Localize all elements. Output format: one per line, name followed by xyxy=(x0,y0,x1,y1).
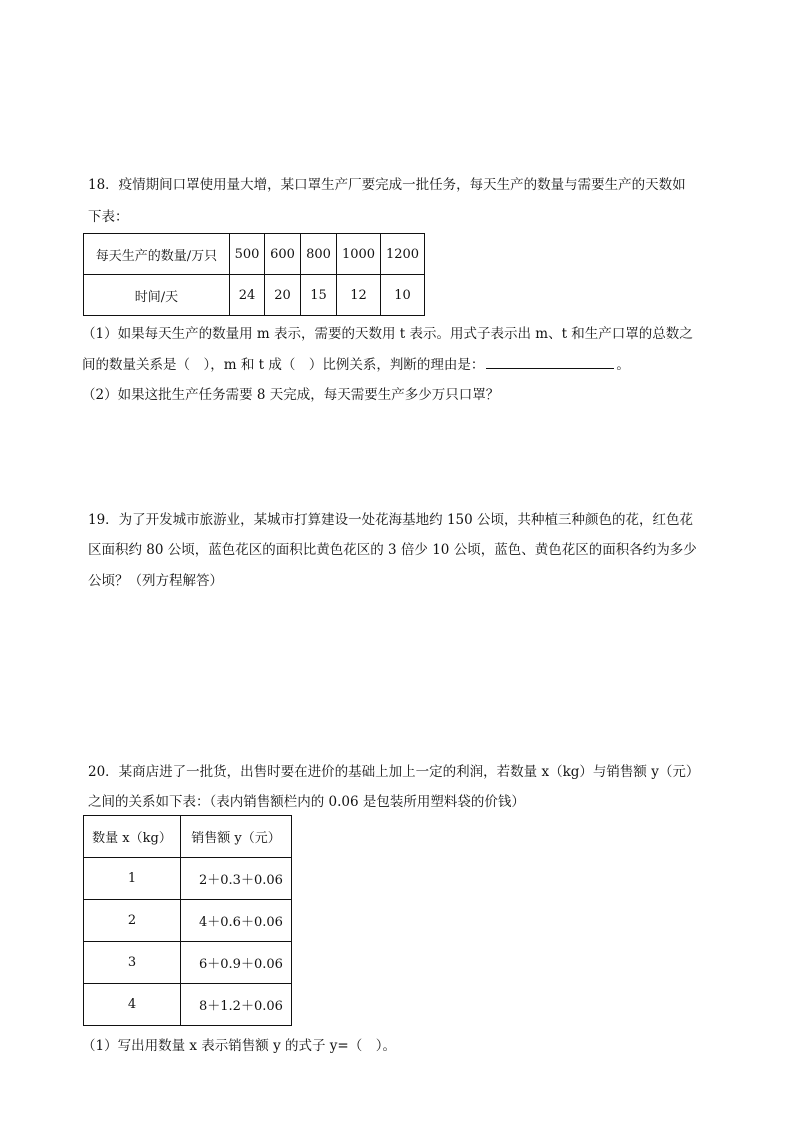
table-cell: 1 xyxy=(84,858,181,900)
table-cell: 12 xyxy=(337,275,381,316)
q19-line3: 公顷？（列方程解答） xyxy=(88,573,223,589)
table-row xyxy=(84,942,292,984)
q20-part1: （1）写出用数量 x 表示销售额 y 的式子 y=（ ）。 xyxy=(82,1038,396,1054)
q18-part1-end: 。 xyxy=(616,357,630,373)
table-cell: 4 xyxy=(84,984,181,1026)
q20-line2: 之间的关系如下表：（表内销售额栏内的 0.06 是包装所用塑料袋的价钱） xyxy=(88,794,525,810)
table-cell: 8＋1.2＋0.06 xyxy=(181,984,292,1026)
table-cell: 1000 xyxy=(337,234,381,275)
table-cell: 20 xyxy=(265,275,301,316)
table-row xyxy=(84,984,292,1026)
table-cell: 10 xyxy=(381,275,425,316)
table-cell: 24 xyxy=(230,275,265,316)
table-cell: 4＋0.6＋0.06 xyxy=(181,900,292,942)
table-cell: 500 xyxy=(230,234,265,275)
table-row xyxy=(84,275,425,316)
table-cell: 3 xyxy=(84,942,181,984)
q18-intro-line1: 18．疫情期间口罩使用量大增，某口罩生产厂要完成一批任务，每天生产的数量与需要生产的天数如 xyxy=(88,177,686,193)
table-header-cell: 销售额 y（元） xyxy=(181,816,292,858)
table-cell: 2 xyxy=(84,900,181,942)
table-cell: 2＋0.3＋0.06 xyxy=(181,858,292,900)
q18-intro-line2: 下表： xyxy=(88,209,129,225)
table-row xyxy=(84,234,425,275)
q18-part1-line2 xyxy=(82,354,630,375)
table-row xyxy=(84,816,292,858)
table-cell: 1200 xyxy=(381,234,425,275)
q19-line2: 区面积约 80 公顷，蓝色花区的面积比黄色花区的 3 倍少 10 公顷，蓝色、黄色花区的面积各约为多少 xyxy=(88,542,697,558)
table-cell: 6＋0.9＋0.06 xyxy=(181,942,292,984)
q18-part2: （2）如果这批生产任务需要 8 天完成，每天需要生产多少万只口罩？ xyxy=(82,387,500,403)
table-cell: 15 xyxy=(301,275,337,316)
table-header-cell: 数量 x（kg） xyxy=(84,816,181,858)
q18-table xyxy=(83,233,425,316)
q20-line1: 20．某商店进了一批货，出售时要在进价的基础上加上一定的利润，若数量 x（kg）与销售额 y（元） xyxy=(88,764,700,780)
table-header-cell: 每天生产的数量/万只 xyxy=(84,234,230,275)
table-row xyxy=(84,900,292,942)
table-header-cell: 时间/天 xyxy=(84,275,230,316)
table-cell: 600 xyxy=(265,234,301,275)
answer-blank xyxy=(486,354,614,369)
table-cell: 800 xyxy=(301,234,337,275)
q19-line1: 19．为了开发城市旅游业，某城市打算建设一处花海基地约 150 公顷，共种植三种颜色的花，红色花 xyxy=(88,512,694,528)
q20-table xyxy=(83,815,292,1026)
q18-part1-text: 间的数量关系是（ ），m 和 t 成（ ）比例关系，判断的理由是： xyxy=(82,357,485,373)
q18-part1-line1: （1）如果每天生产的数量用 m 表示，需要的天数用 t 表示。用式子表示出 m、t 和生产口罩的总数之 xyxy=(82,326,693,342)
table-row xyxy=(84,858,292,900)
